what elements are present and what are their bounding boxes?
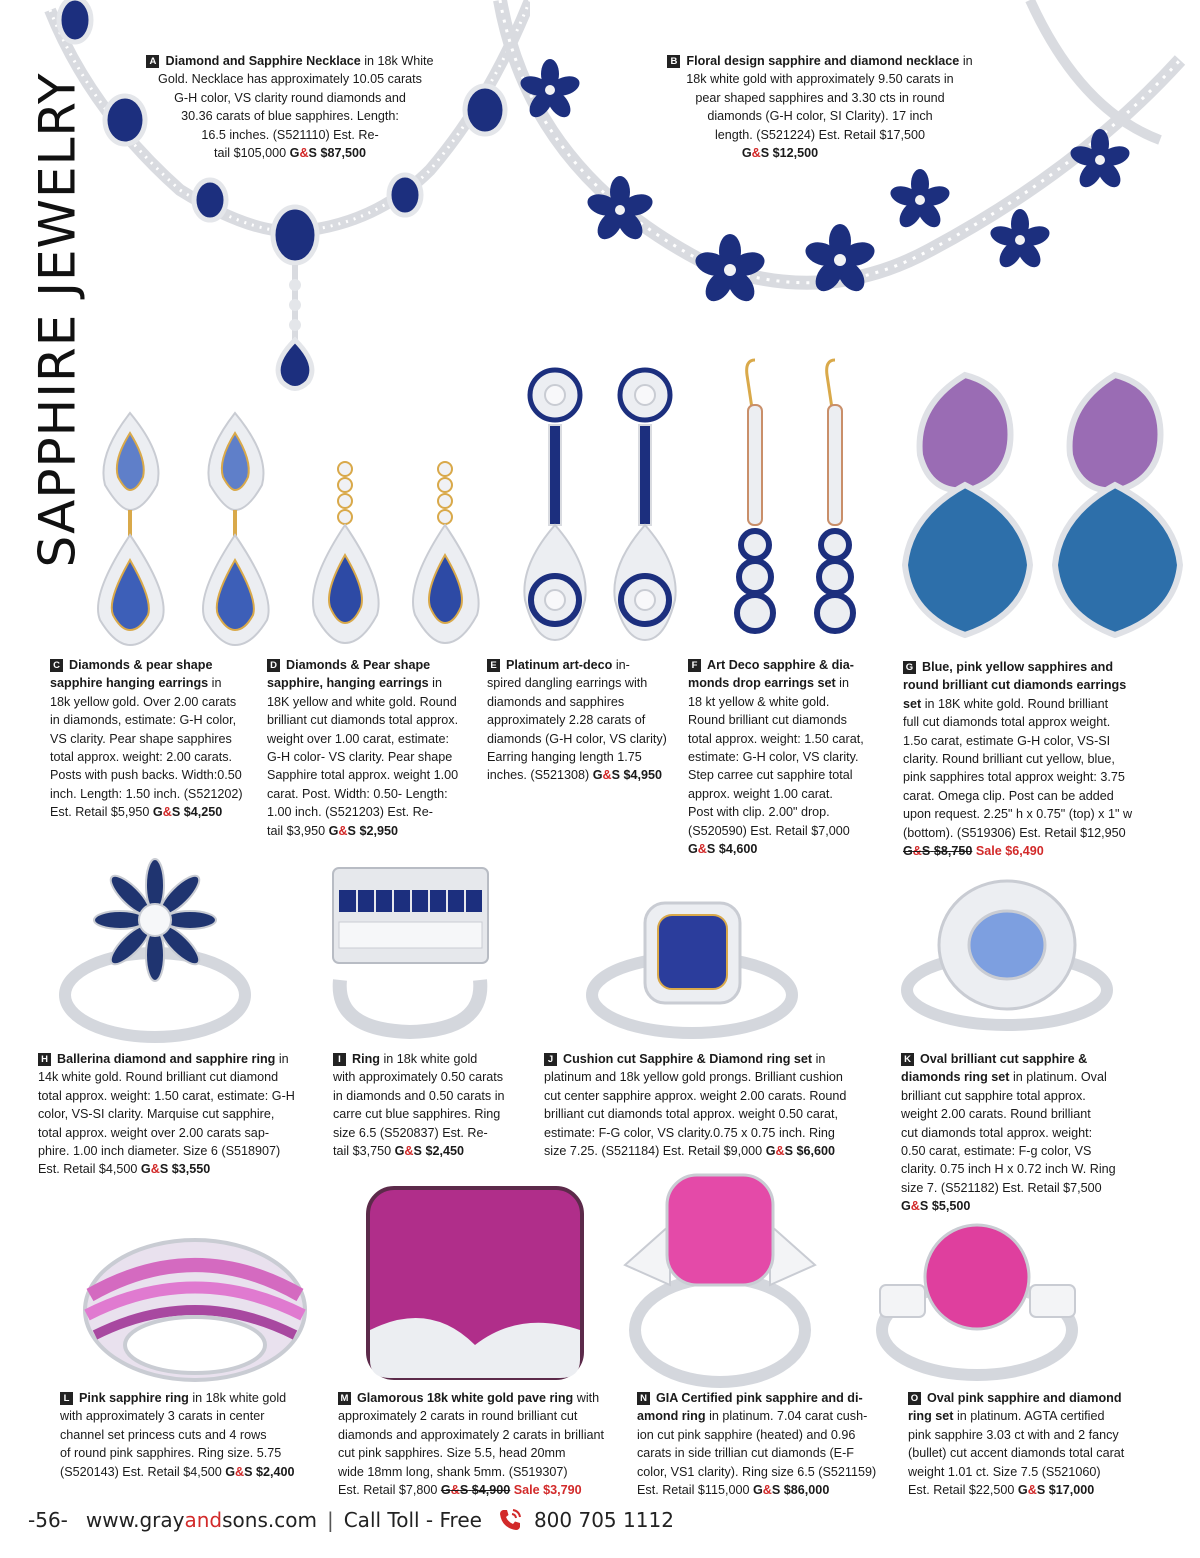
item-letter-badge: H <box>38 1053 51 1066</box>
footer-separator: | <box>326 1508 334 1532</box>
item-letter-badge: D <box>267 659 280 672</box>
gs-logo: G&S <box>592 768 621 783</box>
item-title: Diamond and Sapphire Necklace <box>165 54 361 68</box>
item-letter-badge: M <box>338 1392 351 1405</box>
gs-logo: G&S <box>901 1199 929 1214</box>
price: $4,950 <box>623 768 663 783</box>
call-label: Call Toll - Free <box>343 1508 482 1532</box>
earrings-f-image <box>725 355 875 655</box>
item-letter-badge: O <box>908 1392 921 1405</box>
page-footer <box>28 1500 728 1540</box>
price: $86,000 <box>783 1483 830 1498</box>
item-c-description: C Diamonds & pear shape sapphire hanging earrings in 18k yellow gold. Over 2.00 carats in diamonds, estimate: G-H color, VS clarity. Pear shape sapphires total approx. weight: 2.00 carats. Posts with push backs. Width:0.50 inch. Length: 1.50 inch. (S521202) Est. Retail $5,950 G&S $4,250 <box>50 658 243 820</box>
price: $2,950 <box>359 823 398 838</box>
item-m-description: M Glamorous 18k white gold pave ring with approximately 2 carats in round brilliant cut diamonds and approximately 2 carats in brilliant cut pink sapphires. Size 5.5, head 20mm wide 18mm long, shank 5mm. (S519307) Est. Retail $7,800 G&S $4,900 Sale $3,790 <box>338 1391 605 1498</box>
old-price: $4,900 <box>471 1483 511 1498</box>
gs-logo: G&S <box>394 1144 422 1159</box>
price: $12,500 <box>772 146 819 161</box>
side-title: SAPPHIRE JEWELRY <box>29 72 87 568</box>
item-n-description: N GIA Certified pink sapphire and di- amond ring in platinum. 7.04 carat cush- ion cut pink sapphire (heated) and 0.96 carats in side trillian cut diamonds (E-F color, VS1 clarity). Ring size 6.5 (S521159) Est. Retail $115,000 G&S $86,000 <box>637 1391 877 1498</box>
gs-logo: G&S <box>140 1162 169 1177</box>
gs-logo: G&S <box>289 146 317 161</box>
item-letter-badge: L <box>60 1392 73 1405</box>
page-number: -56- <box>28 1508 68 1532</box>
item-a-description: A Diamond and Sapphire Necklace in 18k White Gold. Necklace has approximately 10.05 carats G-H color, VS clarity round diamonds and 30.36 carats of blue sapphires. Length: 16.5 inches. (S521110) Est. Re- tail $105,000 G&S $87,500 <box>130 52 450 162</box>
gs-logo: G&S <box>225 1464 253 1479</box>
item-letter-badge: K <box>901 1053 914 1066</box>
item-letter-badge: G <box>903 661 916 674</box>
gs-logo: G&S <box>765 1144 794 1159</box>
price: $17,000 <box>1048 1483 1095 1498</box>
price: $4,250 <box>183 805 223 820</box>
item-g-description: G Blue, pink yellow sapphires and round brilliant cut diamonds earrings set in 18K white gold. Round brilliant full cut diamonds total approx weight. 1.5o carat, estimate G-H color, VS-SI clarity. Round brilliant cut yellow, blue, pink sapphires total approx weight: 3.75 carat. Omega clip. Post can be added upon request. 2.25" h x 0.75" (top) x 1" w (bottom). (S519306) Est. Retail $12,950 G&S $8,750 Sale $6,490 <box>903 660 1133 859</box>
necklace-b-image <box>440 0 1200 340</box>
gs-logo: G&S <box>328 823 356 838</box>
price: $6,600 <box>796 1144 836 1159</box>
item-j-description: J Cushion cut Sapphire & Diamond ring set in platinum and 18k yellow gold prongs. Brilliant cushion cut center sapphire approx. weight 2.00 carats. Round brilliant cut diamonds total approx. weight 0.50 carat, estimate: F-G color, VS clarity.0.75 x 0.75 inch. Ring size 7.25. (S521184) Est. Retail $9,000 G&S $6,600 <box>544 1052 847 1159</box>
earrings-d-image <box>300 455 495 650</box>
item-letter-badge: F <box>688 659 701 672</box>
ring-i-image <box>325 860 495 1040</box>
ring-h-image <box>35 845 275 1045</box>
earrings-g-image <box>895 365 1190 650</box>
ring-o-image <box>870 1215 1085 1385</box>
gs-logo: G&S <box>1017 1483 1046 1498</box>
price: $4,600 <box>718 842 758 857</box>
gs-logo: G&S <box>741 146 770 161</box>
price: $2,400 <box>256 1464 295 1479</box>
gs-logo: G&S <box>752 1483 781 1498</box>
ring-n-image <box>615 1165 825 1390</box>
phone-icon <box>496 1506 524 1534</box>
item-b-description: B Floral design sapphire and diamond necklace in 18k white gold with approximately 9.50 carats in pear shaped sapphires and 3.30 cts in round diamonds (G-H color, SI Clarity). 17 inch length. (S521224) Est. Retail $17,500 G&S $12,500 <box>640 52 1000 162</box>
old-price: $8,750 <box>933 844 973 859</box>
earrings-e-image <box>515 365 680 655</box>
item-letter-badge: J <box>544 1053 557 1066</box>
item-e-description: E Platinum art-deco in- spired dangling earrings with diamonds and sapphires approximately 2.28 carats of diamonds (G-H color, VS clarity) Earring hanging length 1.75 inches. (S521308) G&S $4,950 <box>487 658 667 783</box>
gs-logo: G&S $4,900 <box>440 1483 511 1498</box>
website-link[interactable]: www.grayandsons.com <box>85 1508 317 1532</box>
item-letter-badge: A <box>146 55 159 68</box>
gs-logo: G&S <box>152 805 181 820</box>
phone-number[interactable]: 800 705 1112 <box>533 1508 674 1532</box>
ring-l-image <box>75 1215 315 1385</box>
item-l-description: L Pink sapphire ring in 18k white gold with approximately 3 carats in center channel set princess cuts and 4 rows of round pink sapphires. Ring size. 5.75 (S520143) Est. Retail $4,500 G&S $2,400 <box>60 1391 295 1479</box>
ring-k-image <box>895 875 1120 1045</box>
gs-logo: G&S $8,750 <box>903 844 973 859</box>
ring-j-image <box>580 895 805 1045</box>
price: $2,450 <box>425 1144 464 1159</box>
sale-price: Sale $3,790 <box>513 1483 582 1498</box>
price: $5,500 <box>931 1199 971 1214</box>
item-letter-badge: I <box>333 1053 346 1066</box>
item-letter-badge: E <box>487 659 500 672</box>
earrings-c-image <box>85 405 280 650</box>
item-h-description: H Ballerina diamond and sapphire ring in 14k white gold. Round brilliant cut diamond total approx. weight: 1.50 carat, estimate: G-H color, VS-SI clarity. Marquise cut sapphire, total approx. weight over 2.00 carats sap- phire. 1.00 inch diameter. Size 6 (S518907) Est. Retail $4,500 G&S $3,550 <box>38 1052 295 1177</box>
item-f-description: F Art Deco sapphire & dia- monds drop earrings set in 18 kt yellow & white gold. Round brilliant cut diamonds total approx. weight: 1.50 carat, estimate: G-H color, VS clarity. Step carree cut sapphire total approx. weight 1.00 carat. Post with clip. 2.00" drop. (S520590) Est. Retail $7,000 G&S $4,600 <box>688 658 864 857</box>
gs-logo: G&S <box>688 842 716 857</box>
item-o-description: O Oval pink sapphire and diamond ring set in platinum. AGTA certified pink sapphire 3.03 ct with and 2 fancy (bullet) cut accent diamonds total carat weight 1.01 ct. Size 7.5 (S521060) Est. Retail $22,500 G&S $17,000 <box>908 1391 1125 1498</box>
item-letter-badge: C <box>50 659 63 672</box>
item-title: Floral design sapphire and diamond necklace <box>686 54 960 68</box>
item-letter-badge: B <box>667 55 680 68</box>
price: $3,550 <box>171 1162 211 1177</box>
price: $87,500 <box>320 146 366 161</box>
ring-m-image <box>360 1180 590 1390</box>
item-i-description: I Ring in 18k white gold with approximately 0.50 carats in diamonds and 0.50 carats in carre cut blue sapphires. Ring size 6.5 (S520837) Est. Re- tail $3,750 G&S $2,450 <box>333 1052 505 1159</box>
item-letter-badge: N <box>637 1392 650 1405</box>
sale-price: Sale $6,490 <box>975 844 1044 859</box>
item-d-description: D Diamonds & Pear shape sapphire, hanging earrings in 18K yellow and white gold. Round brilliant cut diamonds total approx. weight over 1.00 carat, estimate: G-H color- VS clarity. Pear shape Sapphire total approx. weight 1.00 carat. Post. Width: 0.50- Length: 1.00 inch. (S521203) Est. Re- tail $3,950 G&S $2,950 <box>267 658 459 838</box>
item-k-description: K Oval brilliant cut sapphire & diamonds ring set in platinum. Oval brilliant cut sapphire total approx. weight 2.00 carats. Round brilliant cut diamonds total approx. weight: 0.50 carat, estimate: F-g color, VS clarity. 0.75 inch H x 0.72 inch W. Ring size 7. (S521182) Est. Retail $7,500 G&S $5,500 <box>901 1052 1116 1214</box>
